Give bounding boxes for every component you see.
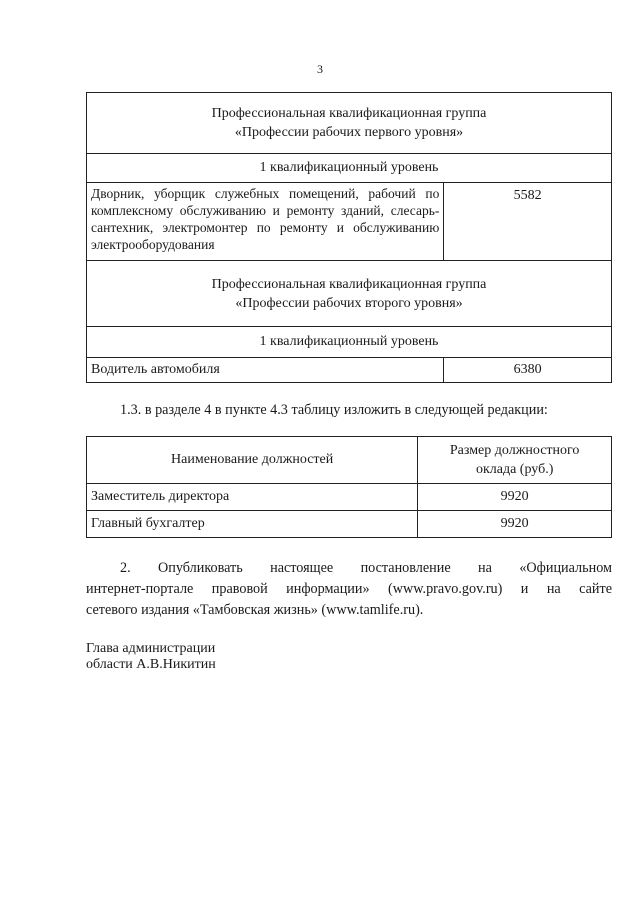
- table-row: [87, 93, 612, 154]
- header-salary-line1: Размер должностного: [449, 443, 580, 458]
- group1-title-line1: Профессиональная квалификационная группа: [211, 106, 487, 121]
- row-salary: 9920: [418, 484, 612, 511]
- table-row: [87, 484, 612, 511]
- signature-title: Глава администрации: [86, 641, 216, 656]
- group2-title-line2: «Профессии рабочих второго уровня»: [235, 295, 463, 311]
- header-salary-line2: оклада (руб.): [475, 462, 554, 477]
- table-row: [87, 183, 612, 261]
- table-row: [87, 358, 612, 383]
- paragraph-2-line2: интернет-портале правовой информации» (www.pravo.gov.ru) и на сайте: [86, 581, 612, 597]
- header-salary: [418, 437, 612, 484]
- group1-salary: 5582: [444, 183, 612, 261]
- row-position-name: Заместитель директора: [87, 484, 418, 511]
- qualification-groups-table: [86, 92, 612, 383]
- group1-title-line2: «Профессии рабочих первого уровня»: [234, 125, 464, 140]
- group1-positions: Дворник, уборщик служебных помещений, рабочий по комплексному обслуживанию и ремонту зданий, слесарь-сантехник, электромонтер по ремонту и обслуживанию электрооборудования: [87, 183, 444, 261]
- table-header-row: [87, 437, 612, 484]
- signature-name: области А.В.Никитин: [86, 657, 216, 672]
- group1-title: [87, 93, 612, 154]
- group2-title: [87, 261, 612, 327]
- paragraph-2-line3: сетевого издания «Тамбовская жизнь» (www.tamlife.ru).: [86, 602, 424, 618]
- positions-salary-table: [86, 436, 612, 538]
- table-row: [87, 511, 612, 538]
- group2-salary: 6380: [444, 358, 612, 383]
- table-row: [87, 261, 612, 327]
- paragraph-2: [86, 558, 612, 621]
- group1-level: 1 квалификационный уровень: [87, 154, 612, 183]
- group2-title-line1: Профессиональная квалификационная группа: [211, 276, 487, 292]
- row-position-name: Главный бухгалтер: [87, 511, 418, 538]
- page-number: 3: [317, 62, 323, 76]
- group2-position: Водитель автомобиля: [87, 358, 444, 383]
- header-position-name: Наименование должностей: [87, 437, 418, 484]
- paragraph-1-3: 1.3. в разделе 4 в пункте 4.3 таблицу изложить в следующей редакции:: [120, 402, 548, 418]
- paragraph-2-line1: 2. Опубликовать настоящее постановление на «Официальном: [120, 560, 612, 576]
- table-row: [87, 327, 612, 358]
- row-salary: 9920: [418, 511, 612, 538]
- table-row: [87, 154, 612, 183]
- group2-level: 1 квалификационный уровень: [87, 327, 612, 358]
